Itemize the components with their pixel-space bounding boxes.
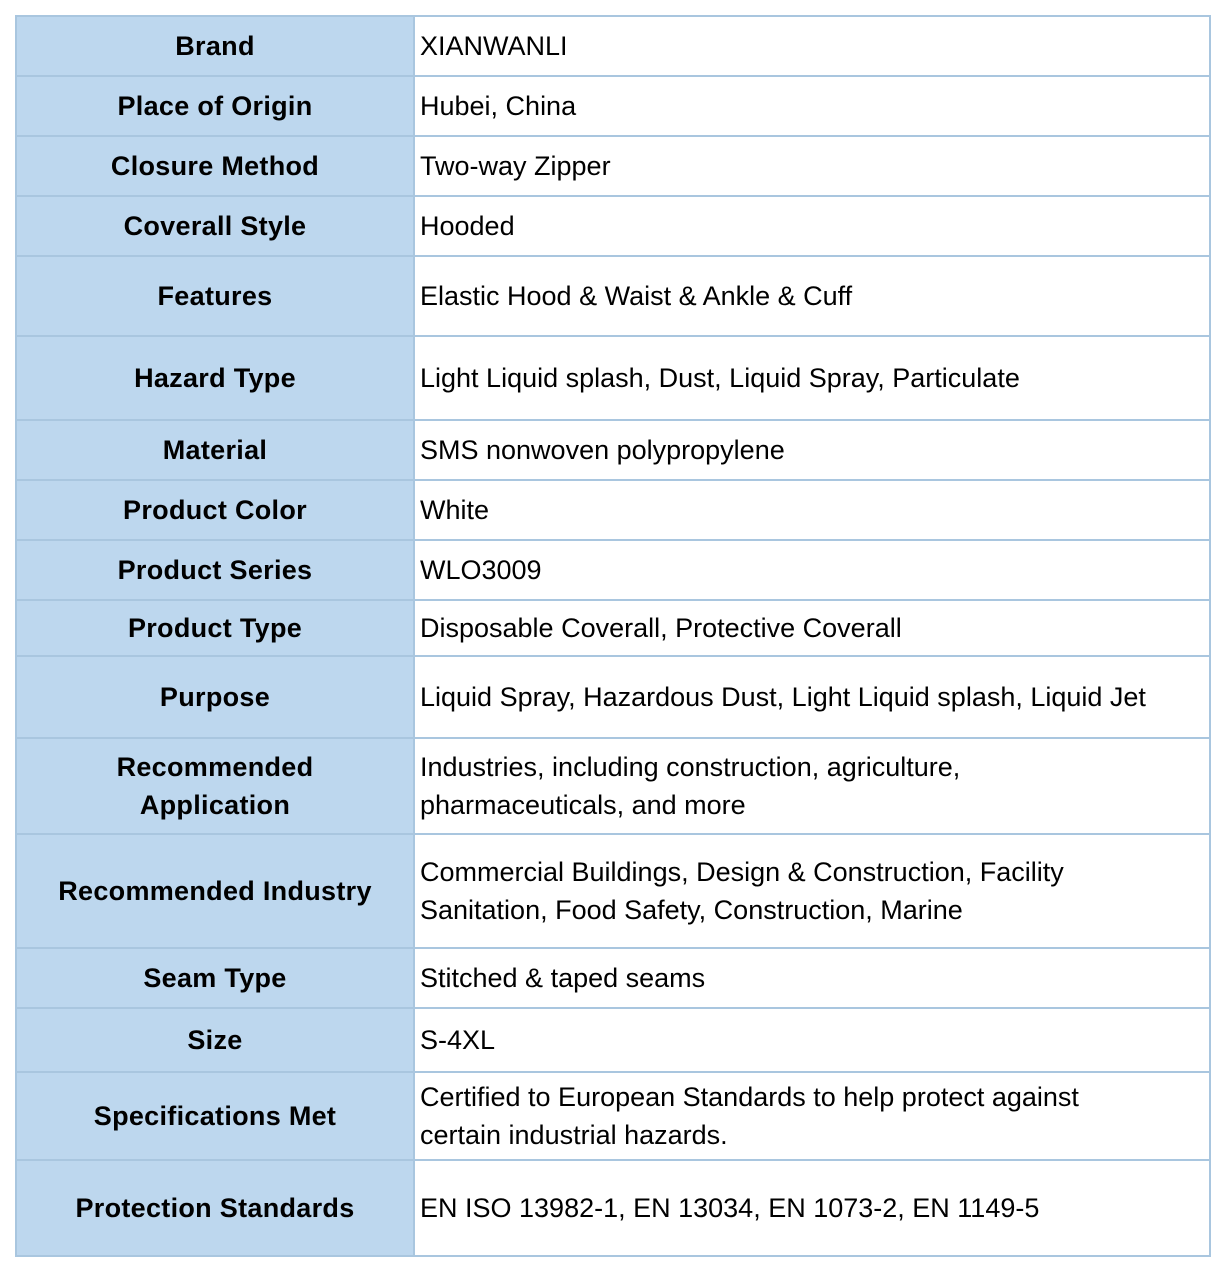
spec-row-coverall-style [16,196,1210,256]
spec-value: Commercial Buildings, Design & Construction, Facility Sanitation, Food Safety, Construction, Marine [414,834,1210,948]
spec-label: Product Color [16,480,414,540]
spec-value: SMS nonwoven polypropylene [414,420,1210,480]
spec-row-place-of-origin [16,76,1210,136]
spec-table-body [16,16,1210,1256]
spec-value: Light Liquid splash, Dust, Liquid Spray, Particulate [414,336,1210,420]
spec-row-recommended-industry [16,834,1210,948]
spec-row-purpose [16,656,1210,738]
spec-row-features [16,256,1210,336]
spec-label: Product Type [16,600,414,656]
spec-label: Purpose [16,656,414,738]
spec-row-brand [16,16,1210,76]
spec-value: White [414,480,1210,540]
spec-label: Hazard Type [16,336,414,420]
spec-label: Material [16,420,414,480]
spec-label: Brand [16,16,414,76]
spec-label: Product Series [16,540,414,600]
spec-value: Hubei, China [414,76,1210,136]
spec-row-material [16,420,1210,480]
spec-row-product-series [16,540,1210,600]
spec-row-product-color [16,480,1210,540]
spec-row-closure-method [16,136,1210,196]
spec-label: Place of Origin [16,76,414,136]
product-spec-table [15,15,1211,1257]
spec-value: Disposable Coverall, Protective Coverall [414,600,1210,656]
spec-value: Elastic Hood & Waist & Ankle & Cuff [414,256,1210,336]
spec-label: Recommended Industry [16,834,414,948]
spec-value: WLO3009 [414,540,1210,600]
spec-label: Coverall Style [16,196,414,256]
spec-value: Two-way Zipper [414,136,1210,196]
spec-row-size [16,1008,1210,1072]
spec-value: Hooded [414,196,1210,256]
spec-label: Recommended Application [16,738,414,834]
spec-value: Certified to European Standards to help protect against certain industrial hazards. [414,1072,1210,1160]
spec-label: Features [16,256,414,336]
spec-label: Closure Method [16,136,414,196]
spec-value: EN ISO 13982-1, EN 13034, EN 1073-2, EN 1149-5 [414,1160,1210,1256]
spec-value: Industries, including construction, agriculture, pharmaceuticals, and more [414,738,1210,834]
spec-row-seam-type [16,948,1210,1008]
spec-label: Size [16,1008,414,1072]
spec-value: XIANWANLI [414,16,1210,76]
spec-label: Seam Type [16,948,414,1008]
spec-row-specifications-met [16,1072,1210,1160]
spec-row-protection-standards [16,1160,1210,1256]
spec-row-hazard-type [16,336,1210,420]
spec-value: S-4XL [414,1008,1210,1072]
spec-label: Specifications Met [16,1072,414,1160]
spec-row-recommended-application [16,738,1210,834]
spec-value: Liquid Spray, Hazardous Dust, Light Liquid splash, Liquid Jet [414,656,1210,738]
spec-row-product-type [16,600,1210,656]
spec-label: Protection Standards [16,1160,414,1256]
spec-value: Stitched & taped seams [414,948,1210,1008]
